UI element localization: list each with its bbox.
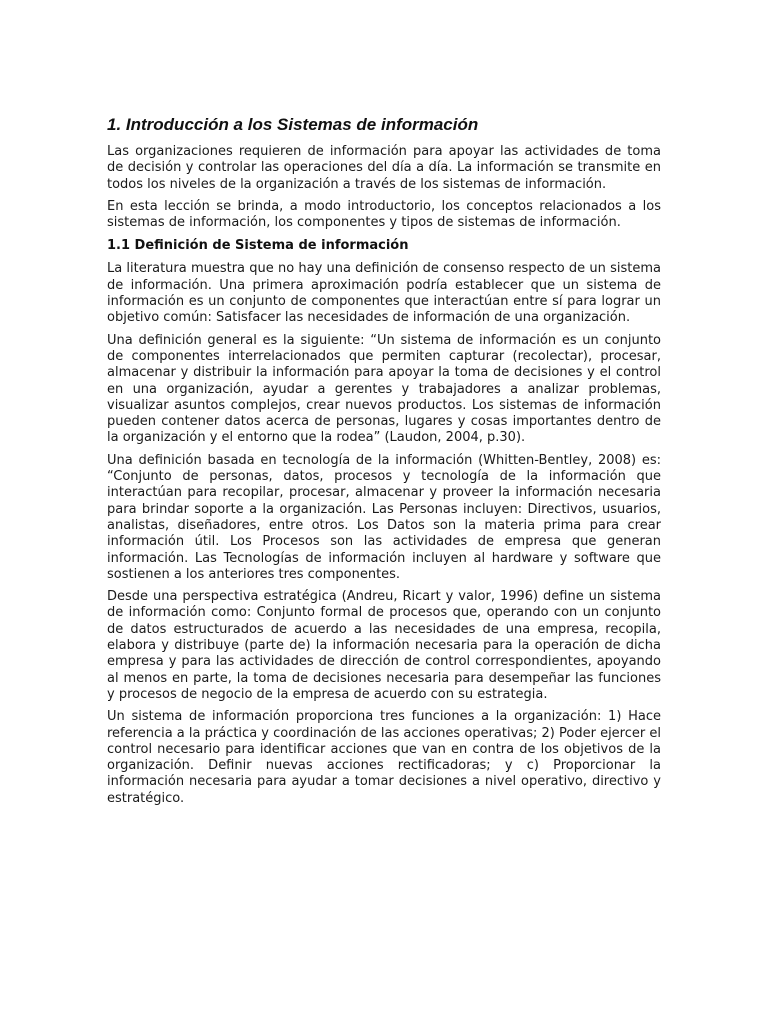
section-paragraph: Una definición general es la siguiente: “Un sistema de información es un conjunto de componentes interrelacionados que permiten capturar (recolectar), procesar, almacenar y distribuir la información para apoyar la toma de decisiones y el control en una organización, ayudar a gerentes y trabajadores a analizar problemas, visualizar asuntos complejos, crear nuevos productos. Los sistemas de información pueden contener datos acerca de personas, lugares y cosas importantes dentro de la organización y el entorno que la rodea” (Laudon, 2004, p.30). <box>107 332 661 446</box>
section-paragraph: Desde una perspectiva estratégica (Andreu, Ricart y valor, 1996) define un sistema de información como: Conjunto formal de procesos que, operando con un conjunto de datos estructurados de acuerdo a las necesidades de una empresa, recopila, elabora y distribuye (parte de) la información necesaria para la operación de dicha empresa y para las actividades de dirección de control correspondientes, apoyando al menos en parte, la toma de decisiones necesaria para desempeñar las funciones y procesos de negocio de la empresa de acuerdo con su estrategia. <box>107 589 661 702</box>
intro-paragraph: En esta lección se brinda, a modo introductorio, los conceptos relacionados a los sistemas de información, los componentes y tipos de sistemas de información. <box>107 198 661 231</box>
document-title: 1. Introducción a los Sistemas de información <box>107 115 479 134</box>
intro-paragraph: Las organizaciones requieren de información para apoyar las actividades de toma de decisión y controlar las operaciones del día a día. La información se transmite en todos los niveles de la organización a través de los sistemas de información. <box>107 144 661 192</box>
section-paragraph: La literatura muestra que no hay una definición de consenso respecto de un sistema de información. Una primera aproximación podría establecer que un sistema de información es un conjunto de componentes que interactúan entre sí para lograr un objetivo común: Satisfacer las necesidades de información de una organización. <box>107 261 661 326</box>
document-page <box>107 114 661 813</box>
section-paragraph: Una definición basada en tecnología de la información (Whitten-Bentley, 2008) es: “Conjunto de personas, datos, procesos y tecnología de la información que interactúan para recopilar, procesar, almacenar y proveer la información necesaria para brindar soporte a la organización. Las Personas incluyen: Directivos, usuarios, analistas, diseñadores, entre otros. Los Datos son la materia prima para crear información útil. Los Procesos son las actividades de empresa que generan información. Las Tecnologías de información incluyen al hardware y software que sostienen a los anteriores tres componentes. <box>107 452 661 582</box>
section-paragraph: Un sistema de información proporciona tres funciones a la organización: 1) Hace referencia a la práctica y coordinación de las acciones operativas; 2) Poder ejercer el control necesario para identificar acciones que van en contra de los objetivos de la organización. Definir nuevas acciones rectificadoras; y c) Proporcionar la información necesaria para ayudar a tomar decisiones a nivel operativo, directivo y estratégico. <box>107 709 661 806</box>
section-heading: 1.1 Definición de Sistema de información <box>107 238 409 254</box>
